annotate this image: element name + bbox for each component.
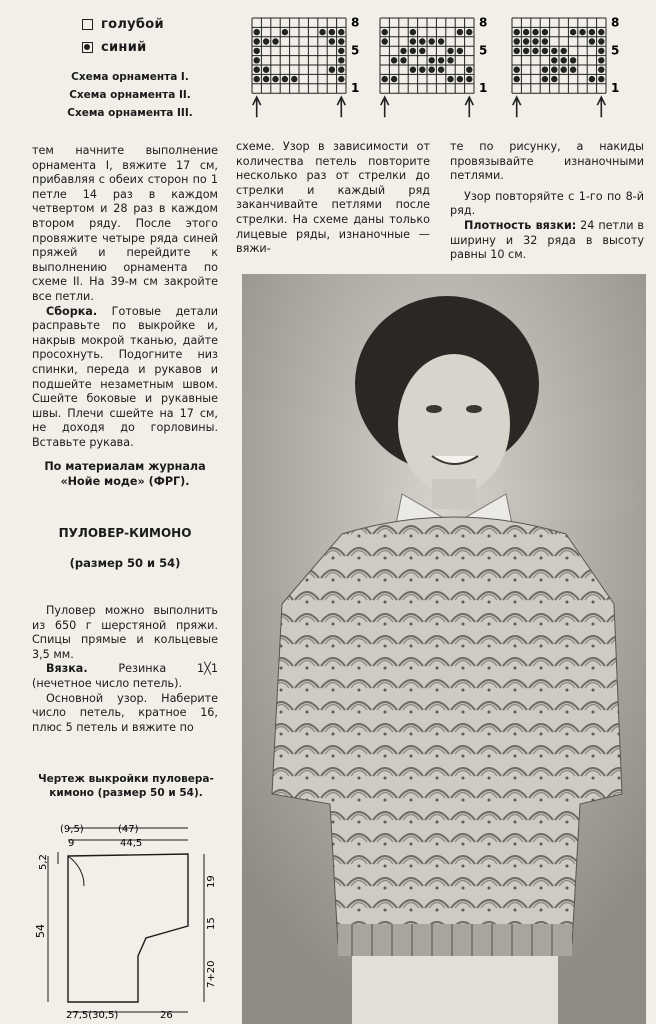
column-1-top — [32, 144, 218, 490]
arrow-up-icon — [465, 97, 473, 117]
grid-dot — [523, 48, 529, 54]
grid-dot — [466, 67, 472, 73]
grid-dot — [570, 67, 576, 73]
grid-dot — [514, 76, 520, 82]
grid-dot — [514, 67, 520, 73]
label-top-small: (9,5) — [60, 824, 84, 835]
grid-dot — [410, 29, 416, 35]
grid-dot — [410, 67, 416, 73]
pattern-caption: Чертеж выкройки пуловера-кимоно (размер 50 и 54). — [38, 773, 214, 799]
grid-dot — [447, 76, 453, 82]
grid-dot — [598, 38, 604, 44]
grid-dot — [589, 76, 595, 82]
grid-dot — [551, 48, 557, 54]
grid-dot — [570, 57, 576, 63]
source-note: По материалам журнала «Нойе моде» (ФРГ). — [44, 460, 206, 489]
assembly-paragraph — [32, 305, 218, 451]
grid-dot — [263, 38, 269, 44]
grid-dot — [254, 67, 260, 73]
photo-illustration — [242, 274, 646, 1024]
grid-dot — [542, 29, 548, 35]
grid-dot — [282, 29, 288, 35]
arrow-up-icon — [337, 97, 345, 117]
column-2 — [236, 140, 430, 257]
label-right-bot: 7+20 — [206, 960, 217, 988]
grid-dot — [282, 76, 288, 82]
grid-dot — [589, 38, 595, 44]
ornament-grids — [240, 10, 650, 128]
grid-row-label: 5 — [351, 43, 360, 58]
grid-dot — [419, 38, 425, 44]
grid-dot — [338, 76, 344, 82]
grid-dot — [382, 76, 388, 82]
grid-dot — [254, 38, 260, 44]
grid-dot — [382, 29, 388, 35]
grid-row-label: 8 — [611, 15, 620, 30]
ornament-instructions: тем начните выполнение орнамента I, вяжите 17 см, прибавляя с обеих сторон по 1 петле 14 раз в каждом четвертом и 28 раз в каждом втором ряду. После этого провяжите четыре ряда синей пряжей и перейдите к выполнению орнамента по схеме II. На 39-м см закройте все петли. — [32, 144, 218, 303]
grid-dot — [382, 38, 388, 44]
grid-row-label: 5 — [611, 43, 620, 58]
main-pattern-paragraph: Основной узор. Наберите число петель, кратное 16, плюс 5 петель и вяжите по — [32, 691, 218, 734]
grid-dot — [272, 38, 278, 44]
grid-dot — [598, 76, 604, 82]
purl-rows-text: те по рисунку, а накиды провязывайте изнаночными петлями. — [450, 140, 644, 183]
grid-dot — [254, 76, 260, 82]
article-title: ПУЛОВЕР-КИМОНО — [58, 526, 192, 540]
grid-row-label: 1 — [611, 81, 620, 96]
grid-row-label: 8 — [479, 15, 488, 30]
grid-dot — [457, 76, 463, 82]
density-paragraph — [450, 219, 644, 263]
grid-dot — [532, 29, 538, 35]
grid-dot — [542, 76, 548, 82]
grid-dot — [457, 48, 463, 54]
grid-dot — [438, 57, 444, 63]
grid-dot — [551, 67, 557, 73]
legend-label-blue: голубой — [101, 17, 164, 32]
grid-dot — [338, 67, 344, 73]
grid-dot — [338, 29, 344, 35]
grid-row-label: 5 — [479, 43, 488, 58]
ornament-grid-1 — [252, 15, 359, 117]
grid-dot — [551, 76, 557, 82]
grid-dot — [598, 29, 604, 35]
grid-dot — [329, 38, 335, 44]
grid-dot — [254, 48, 260, 54]
legend-item-blue — [82, 17, 164, 32]
grid-dot — [523, 29, 529, 35]
label-left-top: 5,2 — [38, 854, 49, 870]
assembly-heading: Сборка. — [46, 304, 98, 318]
grid-dot — [542, 67, 548, 73]
label-bottom-right: 26 — [160, 1010, 173, 1021]
grid-dot — [561, 67, 567, 73]
article-size: (размер 50 и 54) — [69, 556, 181, 570]
repeat-text: Узор повторяйте с 1-го по 8-й ряд. — [450, 189, 644, 218]
knit-text: Резинка 1╳1 (нечетное число петель). — [32, 662, 218, 690]
grid-dot — [272, 76, 278, 82]
grid-dot — [598, 67, 604, 73]
grid-dot — [329, 67, 335, 73]
grid-dot — [400, 57, 406, 63]
label-right-top: 19 — [206, 875, 217, 888]
grid-dot — [598, 48, 604, 54]
grid-dot — [400, 48, 406, 54]
ornament-grid-3 — [512, 15, 619, 117]
grid-dot — [523, 38, 529, 44]
yarn-paragraph: Пуловер можно выполнить из 650 г шерстяной пряжи. Спицы прямые и кольцевые 3,5 мм. — [32, 604, 218, 661]
label-right-mid: 15 — [206, 917, 217, 930]
grid-dot — [447, 57, 453, 63]
grid-dot — [532, 48, 538, 54]
grid-dot — [598, 57, 604, 63]
grid-dot — [514, 48, 520, 54]
grid-dot — [514, 38, 520, 44]
grid-dot — [329, 29, 335, 35]
label-top-big: (47) — [118, 824, 139, 835]
grid-dot — [561, 48, 567, 54]
scheme-captions — [30, 68, 230, 122]
label-left-main: 54 — [34, 924, 47, 938]
grid-dot — [589, 29, 595, 35]
grid-dot — [391, 76, 397, 82]
grid-dot — [457, 29, 463, 35]
empty-square-icon — [82, 19, 93, 30]
grid-dot — [514, 29, 520, 35]
grid-dot — [466, 76, 472, 82]
arrow-up-icon — [253, 97, 261, 117]
grid-dot — [429, 38, 435, 44]
grid-dot — [410, 38, 416, 44]
grid-dot — [551, 57, 557, 63]
grid-dot — [338, 38, 344, 44]
grid-dot — [447, 48, 453, 54]
grid-dot — [263, 76, 269, 82]
grid-dot — [561, 57, 567, 63]
grid-dot — [542, 48, 548, 54]
grid-dot — [254, 29, 260, 35]
density-text: 24 петли в ширину и 32 ряда в высоту равны 10 см. — [450, 218, 644, 262]
arrow-up-icon — [597, 97, 605, 117]
grid-dot — [263, 67, 269, 73]
column-3 — [450, 140, 644, 263]
grid-dot — [542, 38, 548, 44]
ornament-grid-2 — [380, 15, 487, 117]
grid-dot — [391, 57, 397, 63]
grid-dot — [438, 67, 444, 73]
assembly-text: Готовые детали расправьте по выкройке и, накрыв мокрой тканью, дайте просохнуть. Подогните низ спинки, переда и рукавов и подшейте незаметным швом. Сшейте боковые и рукавные швы. Плечи сшейте на 17 см, не доходя до горловины. Вставьте рукава. — [32, 304, 218, 449]
grid-dot — [579, 29, 585, 35]
label-top-right: 44,5 — [120, 838, 143, 849]
grid-dot — [254, 57, 260, 63]
label-top-left: 9 — [68, 838, 75, 849]
scheme-caption-3: Схема орнамента III. — [67, 107, 193, 119]
column-1-bottom — [32, 604, 218, 735]
grid-row-label: 8 — [351, 15, 360, 30]
grid-dot — [570, 29, 576, 35]
knit-paragraph — [32, 662, 218, 691]
grid-dot — [338, 48, 344, 54]
scheme-caption-2: Схема орнамента II. — [69, 89, 191, 101]
grid-row-label: 1 — [351, 81, 360, 96]
grid-row-label: 1 — [479, 81, 488, 96]
dot-square-icon — [82, 42, 93, 53]
grid-dot — [410, 48, 416, 54]
pattern-drawing — [28, 816, 228, 1021]
label-bottom-left: 27,5(30,5) — [66, 1010, 119, 1021]
legend-label-dark-blue: синий — [101, 40, 147, 55]
grid-dot — [419, 48, 425, 54]
grid-dot — [419, 67, 425, 73]
grid-dot — [338, 57, 344, 63]
arrow-up-icon — [381, 97, 389, 117]
grid-dot — [466, 29, 472, 35]
scheme-continuation: схеме. Узор в зависимости от количества петель повторите несколько раз от стрелки до стрелки и каждый ряд заканчивайте петлями после стрелки. На схеме даны только лицевые ряды, изнаночные — вяжи- — [236, 140, 430, 256]
knit-heading: Вязка. — [46, 662, 88, 676]
grid-dot — [429, 57, 435, 63]
density-heading: Плотность вязки: — [464, 218, 577, 232]
scheme-caption-1: Схема орнамента I. — [71, 71, 189, 83]
grid-dot — [319, 29, 325, 35]
grid-dot — [291, 76, 297, 82]
model-photo — [242, 274, 646, 1024]
grid-dot — [429, 67, 435, 73]
grid-dot — [438, 38, 444, 44]
arrow-up-icon — [513, 97, 521, 117]
grid-dot — [532, 38, 538, 44]
legend-item-dark-blue — [82, 40, 147, 55]
